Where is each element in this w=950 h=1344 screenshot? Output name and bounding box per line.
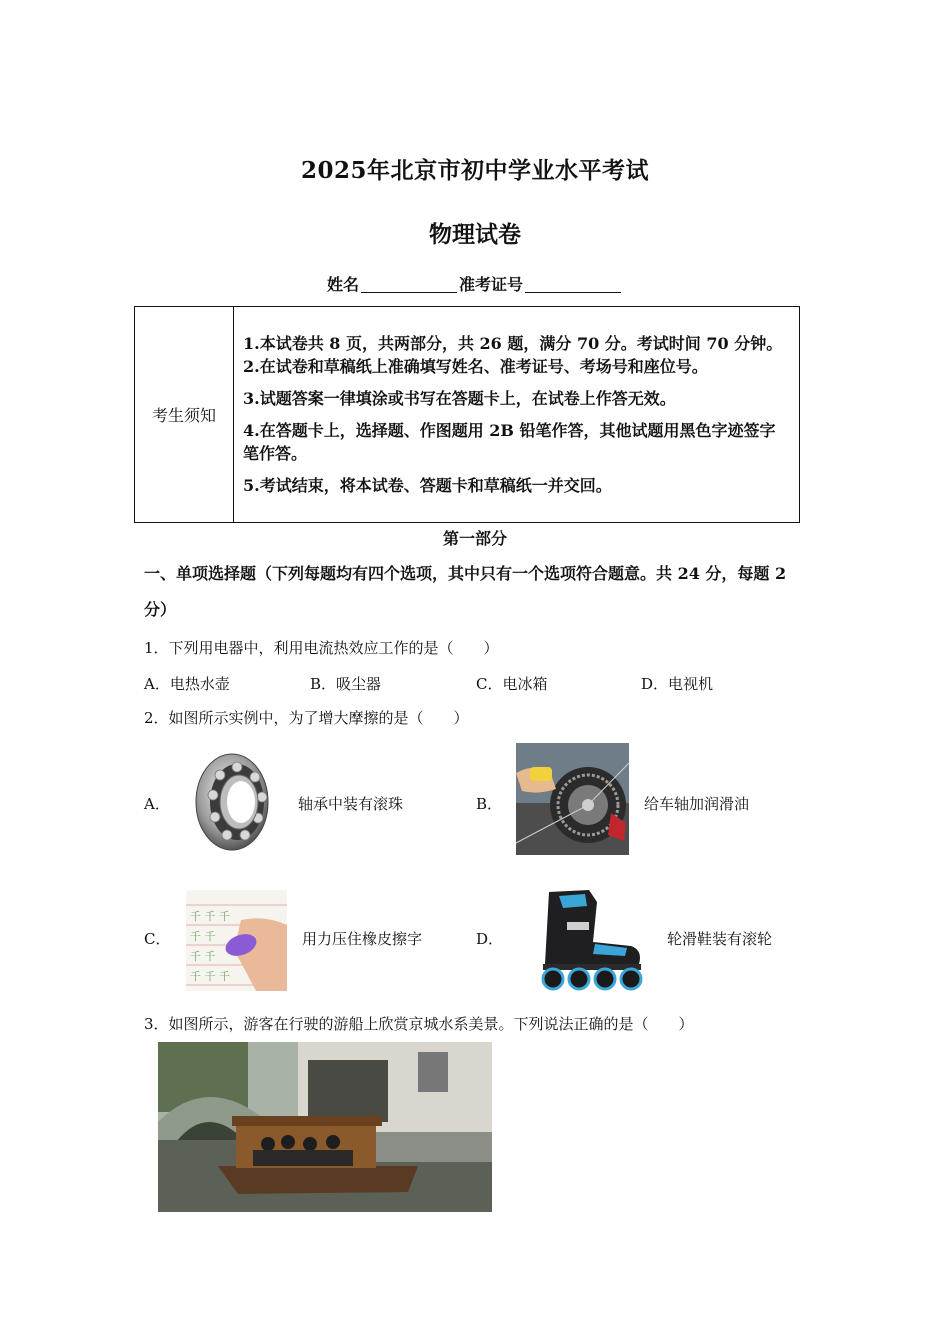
- q1-option-d: [641, 673, 713, 694]
- q2-option-a-text: 轴承中装有滚珠: [298, 795, 404, 813]
- svg-text:千 千 千: 千 千 千: [190, 970, 230, 983]
- tour-boat-image: [158, 1042, 492, 1212]
- q2-option-d-letter: D．: [476, 930, 504, 948]
- name-blank: [361, 275, 457, 293]
- option-letter: C．: [476, 675, 503, 693]
- section-heading: 一、单项选择题（下列每题均有四个选项，其中只有一个选项符合题意。共 24 分，每题 2 分）: [144, 564, 787, 619]
- q1-option-a: [144, 673, 230, 694]
- notice-label: 考生须知: [135, 307, 234, 523]
- candidate-info-line: [0, 272, 950, 295]
- q2-option-c-text: 用力压住橡皮擦字: [302, 930, 423, 948]
- eraser-image: [186, 890, 287, 991]
- notice-table: [134, 306, 800, 523]
- q1-option-b: [310, 673, 381, 694]
- notice-rules: [234, 307, 800, 523]
- question-3-stem: 3．如图所示，游客在行驶的游船上欣赏京城水系美景。下列说法正确的是（ ）: [144, 1015, 694, 1033]
- inline-skate-image: [519, 882, 649, 992]
- exam-subtitle: 物理试卷: [429, 221, 521, 248]
- id-blank: [525, 275, 621, 293]
- notice-rule: 4.在答题卡上，选择题、作图题用 2B 铅笔作答，其他试题用黑色字迹签字笔作答。: [243, 421, 776, 463]
- part-heading: 第一部分: [442, 529, 507, 548]
- q2-option-a-letter: A．: [144, 795, 170, 813]
- svg-text:千 千 千: 千 千 千: [190, 910, 230, 923]
- q2-option-d-text: 轮滑鞋装有滚轮: [667, 930, 773, 948]
- exam-title: 2025年北京市初中学业水平考试: [300, 157, 649, 184]
- option-letter: B．: [310, 675, 337, 693]
- q2-option-b-letter: B．: [476, 795, 503, 813]
- question-2-stem: 2．如图所示实例中，为了增大摩擦的是（ ）: [144, 709, 469, 727]
- question-1-stem: 1．下列用电器中，利用电流热效应工作的是（ ）: [144, 639, 499, 657]
- bearing-image: [185, 745, 277, 855]
- option-letter: A．: [144, 675, 170, 693]
- notice-rule: 3.试题答案一律填涂或书写在答题卡上，在试卷上作答无效。: [243, 389, 676, 408]
- svg-text:千 千: 千 千: [190, 950, 216, 963]
- option-text: 吸尘器: [336, 675, 382, 693]
- notice-rule: 1.本试卷共 8 页，共两部分，共 26 题，满分 70 分。考试时间 70 分钟。2.在试卷和草稿纸上准确填写姓名、准考证号、考场号和座位号。: [243, 334, 783, 376]
- notice-rule: 5.考试结束，将本试卷、答题卡和草稿纸一并交回。: [243, 476, 612, 495]
- q2-option-b-text: 给车轴加润滑油: [644, 795, 750, 813]
- id-label: 准考证号: [459, 275, 524, 294]
- q2-option-c-letter: C．: [144, 930, 171, 948]
- name-label: 姓名: [326, 275, 359, 294]
- option-letter: D．: [641, 675, 669, 693]
- option-text: 电冰箱: [502, 675, 548, 693]
- option-text: 电热水壶: [169, 675, 230, 693]
- bike-gear-image: [516, 743, 629, 855]
- option-text: 电视机: [668, 675, 714, 693]
- svg-text:千 千: 千 千: [190, 930, 216, 943]
- q1-option-c: [476, 673, 548, 694]
